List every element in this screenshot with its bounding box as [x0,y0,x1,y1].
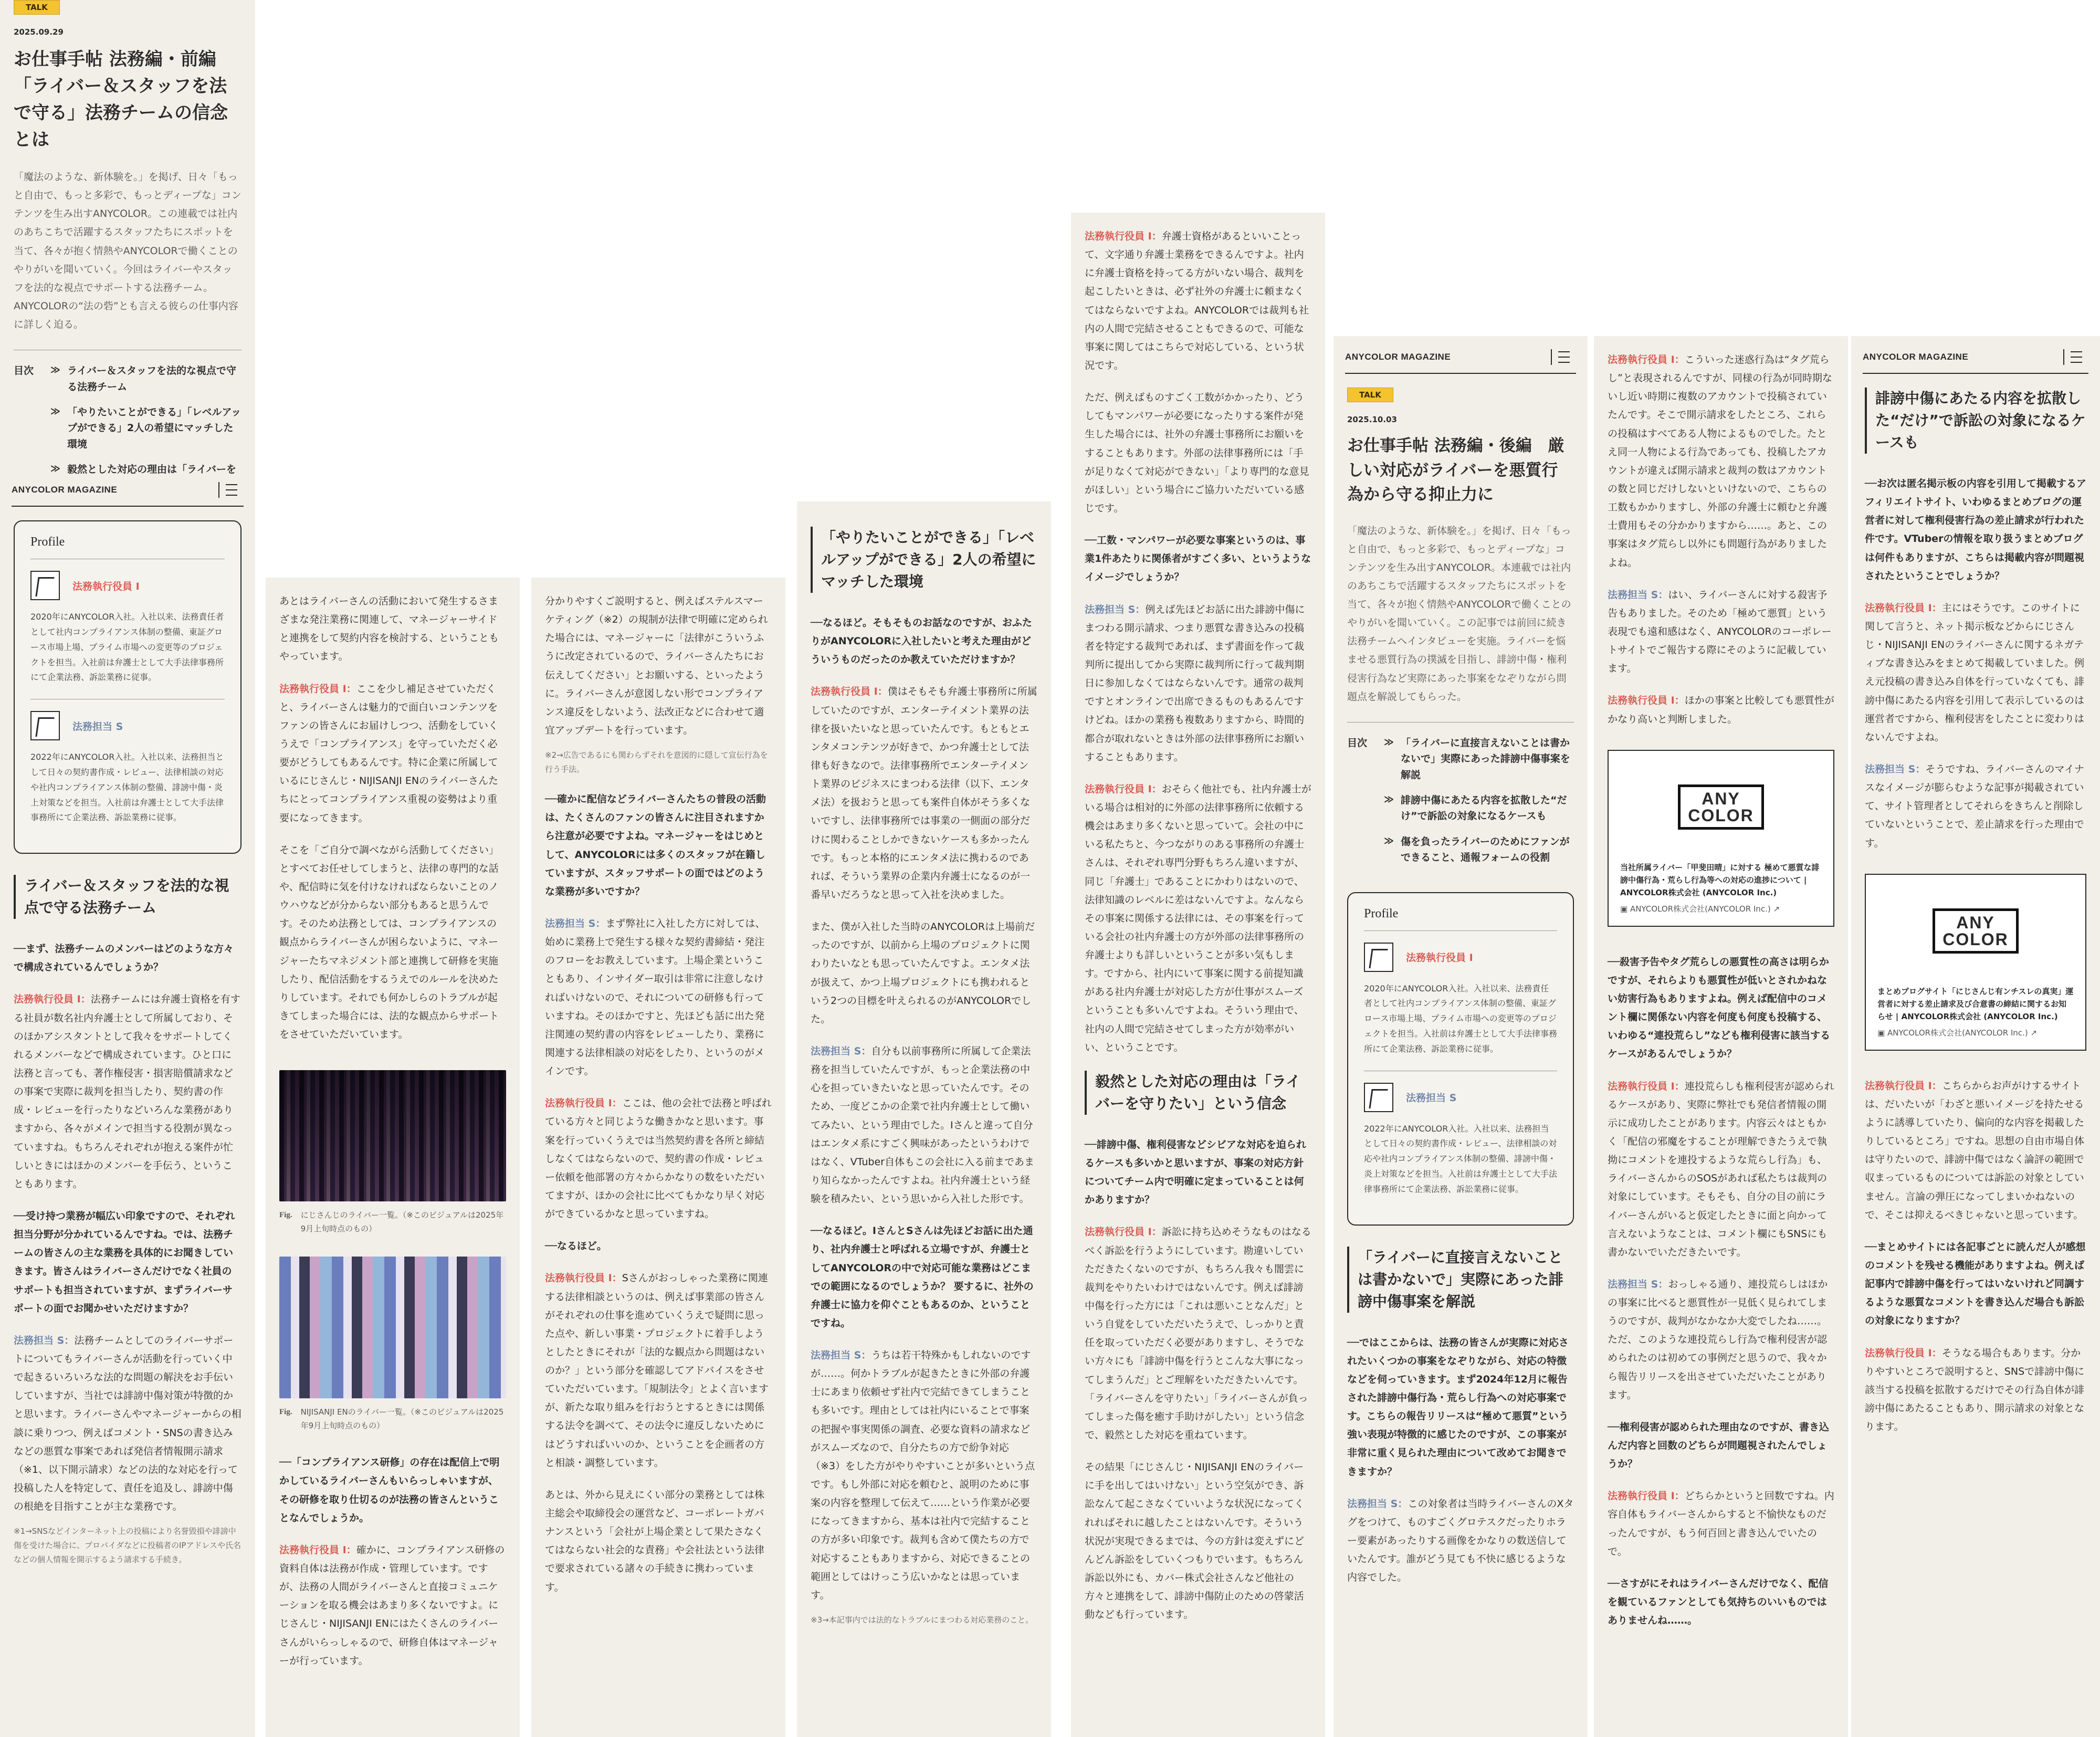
talk-tag: TALK [14,0,60,15]
liver-group-image [279,1070,506,1201]
profile-person [30,559,225,685]
avatar-icon [1364,1083,1393,1112]
interview-question: ──なるほど。そもそものお話なのですが、おふたりがANYCOLORに入社したいと考えた理由がどういうものだったのか教えていただけますか？ [811,617,1032,666]
profile-bio: 2020年にANYCOLOR入社。入社以来、法務責任者として社内コンプライアンス体制の整備、東証グロース市場上場、プライム市場への変更等のプロジェクトを担当。入社前は弁護士として大手法律事務所にて企業法務、訴訟業務に従事。 [1364,983,1558,1054]
interview-answer: 法務執行役員 I：法務チームには弁護士資格を有する社員が数名社内弁護士として所属しており、そのほかアシスタントとして我々をサポートしてくれるメンバーなどで構成されています。ひと口に法務と言っても、著作権侵害・損害賠償請求などの事案で実際に裁判を担当したり、契約書の作成・レビューを行ったりなどいろんな業務がありますから、各々がメインで担当する役割が異なっていますね。もちろんそれぞれが抱える案件が忙しいときにはほかのメンバーを手伝う、ということもあります。 [14,993,240,1190]
paragraph: また、僕が入社した当時のANYCOLORは上場前だったのですが、以前から上場のプロジェクトに関わりたいなとも思っていたんですよ。エンタメ法が扱えて、かつ上場プロジェクトにも携われるという2つの目標を叶えられるのがANYCOLORでした。 [811,921,1035,1025]
section-heading: ライバー＆スタッフを法的な視点で守る法務チーム [14,875,242,919]
toc-item[interactable]: ≫ 誹謗中傷にあたる内容を拡散した“だけ”で訴訟の対象になるケースも [1384,792,1574,824]
site-header [12,474,244,507]
interview-question: ──殺害予告やタグ荒らしの悪質性の高さは明らかですが、それらよりも悪質性が低いとされかねない妨害行為もありますよね。例えば配信中のコメント欄に関係ない内容を何度も何度も投稿する、いわゆる“連投荒らし”なども権利侵害に該当するケースがあるんでしょうか？ [1608,956,1830,1060]
column-4 [797,501,1051,1737]
interview-answer: 法務執行役員 I：僕はそもそも弁護士事務所に所属していたのですが、エンターテイメント業界の法律を扱いたいなと思っていたんです。もともとエンタメコンテンツが好きで、かつ弁護士として法律も好きなので。法律事務所でエンターテイメント業界のビジネスにまつわる法律（以下、エンタメ法）を扱おうと思っても案件自体がそう多くないですし、法律事務所では事業の一側面の部分だけに関わることしかできないケースも多かったんです。もっと本格的にエンタメ法に携わるのであれば、そういう業界の企業内弁護士になるのが一番早いだろうなと思って入社を決めました。 [811,686,1037,901]
profile-title: Profile [30,535,65,549]
interview-question: ──権利侵害が認められた理由なのですが、書き込んだ内容と回数のどちらが問題視されたんでしょうか？ [1608,1421,1829,1470]
table-of-contents [1347,722,1574,866]
toc-item[interactable]: ≫ ライバー＆スタッフを法的な視点で守る法務チーム [50,363,242,395]
figure-label: Fig. [279,1408,292,1417]
interview-question: ──誹謗中傷、権利侵害などシビアな対応を迫られるケースも多いかと思いますが、事案の対応方針についてチーム内で明確に定まっていることは何かありますか？ [1085,1138,1306,1206]
chevron-down-icon: ≫ [1384,794,1394,805]
interview-answer: 法務執行役員 I：訴訟に持ち込めそうなものはなるべく訴訟を行うようにしています。勘違いしていただきたくないのですが、もちろん我々も闇雲に裁判をやりたいわけではないんです。例えば誹謗中傷を行った方には「これは悪いことなんだ」という自覚をしていただいたうえで、しっかりと責任を取っていただく必要がありますし、そうでない方々にも「誹謗中傷を行うとこんな大事になってしまうんだ」とご理解をいただきたいんです。「ライバーさんを守りたい」「ライバーさんが負ってしまった傷を癒す手助けがしたい」という信念で、毅然とした対応を重ねています。 [1085,1226,1311,1441]
paragraph: あとは、外から見えにくい部分の業務としては株主総会や取締役会の運営など、コーポレートガバナンスという「会社が上場企業として果たさなくてはならない社会的な責務」や会社法という法律で要求されている諸々の手続きに携わっています。 [545,1489,765,1593]
footnote: ※2→広告であるにも関わらずそれを意図的に隠して宣伝行為を行う手法。 [545,750,768,775]
chevron-down-icon: ≫ [50,463,60,475]
footnote: ※3→本記事内では法的なトラブルにまつわる対応業務のこと。 [811,1615,1034,1625]
figure-caption: にじさんじのライバー一覧。（※このビジュアルは2025年9月上旬時点のもの） [300,1210,504,1233]
interview-answer: 法務執行役員 I：確かに、コンプライアンス研修の資料自体は法務が作成・管理しています。ですが、法務の人間がライバーさんと直接コミュニケーションを取る機会はあまり多くないですよ。にじさんじ・NIJISANJI ENにはたくさんのライバーさんがいらっしゃるので、研修自体はマネージャーが行っています。 [279,1544,505,1667]
interview-question: ──まず、法務チームのメンバーはどのような方々で構成されているんでしょうか？ [14,943,234,974]
interview-answer: 法務担当 S：まず弊社に入社した方に対しては、始めに業務上で発生する様々な契約書締結・発注のフローをお教えしています。上場企業ということもあり、インサイダー取引は非常に注意しなければいけないので、それについての研修も行っていますね。そのほかですと、先ほども話に出た発注関連の契約書の内容をレビューしたり、業務に関連する法律相談の対応をしたり、というのがメインです。 [545,917,765,1077]
interview-question: ──お次は匿名掲示板の内容を引用して掲載するアフィリエイトサイト、いわゆるまとめブログの運営者に対して権利侵害行為の差止請求が行われた件です。VTuberの情報を取り扱うまとめブログは何件もありますが、こちらは掲載内容が問題視されたということでしょうか？ [1865,478,2086,582]
menu-icon[interactable] [1551,349,1576,365]
chevron-down-icon: ≫ [1384,835,1394,846]
paragraph: 分かりやすくご説明すると、例えばステルスマーケティング（※2）の規制が法律で明確に定められた場合には、マネージャーに「法律がこういうふうに改定されているので、ライバーさんたちにお伝えしてください」とお願いする、といったように。ライバーさんが意図しない形でコンプライアンス違反をしないよう、法改正などに合わせて適宜アップデートを行っています。 [545,595,768,736]
interview-answer: 法務執行役員 I：ここを少し補足させていただくと、ライバーさんは魅力的で面白いコンテンツをファンの皆さんにお届けしつつ、活動をしていくうえで「コンプライアンス」を守っていただく必要がどうしてもあるんです。特に企業に所属しているにじさんじ・NIJISANJI ENのライバーさんたちにとってコンプライアンス重視の姿勢はより重要になってきます。 [279,683,499,824]
interview-answer: 法務担当 S：そうですね、ライバーさんのマイナスなイメージが膨らむような記事が掲載されていて、サイト管理者としてそれらをきちんと削除していないということで、差止請求を行った理由です。 [1865,763,2084,849]
site-header [1345,341,1576,374]
article-title: お仕事手帖 法務編・前編 「ライバー＆スタッフを法で守る」法務チームの信念とは [14,49,228,150]
profile-bio: 2022年にANYCOLOR入社。入社以来、法務担当として日々の契約書作成・レビュー、法律相談の対応や社内コンプライアンス体制の整備、誹謗中傷・炎上対策などを担当。入社前は弁護士として大手法律事務所にて企業法務、訴訟業務に従事。 [1364,1123,1558,1194]
interview-question: ──なるほど。 [545,1240,607,1252]
avatar-icon [30,571,60,600]
avatar-icon [30,711,60,740]
interview-answer: 法務執行役員 I：連投荒らしも権利侵害が認められるケースがあり、実際に弊社でも発信者情報の開示に成功したことがあります。内容云々はともかく「配信の邪魔をすることが理解できたうえで執拗にコメントを連投するような荒らし行為」も、ライバーさんからのSOSがあれば私たちは裁判の対象にしています。そもそも、自分の目の前にライバーさんがいると仮定したときに面と向かって言えないようなことは、コメント欄にもSNSにも書かないでいただきたいです。 [1608,1080,1834,1258]
chevron-down-icon: ≫ [50,364,60,376]
interview-answer: 法務担当 S：はい、ライバーさんに対する殺害予告もありました。そのため「極めて悪質」という表現でも遠和感はなく、ANYCOLORのコーポレートサイトでご報告する際にそのように記載しています。 [1608,589,1832,675]
interview-answer: 法務執行役員 I：どちらかというと回数ですね。内容自体もライバーさんからすると不愉快なものだったんですが、もう何百回と書き込んでいたので。 [1608,1490,1834,1557]
toc-item[interactable]: ≫ 「ライバーに直接言えないことは書かないで」実際にあった誹謗中傷事案を解説 [1384,735,1574,783]
chevron-down-icon: ≫ [1384,736,1394,748]
paragraph: あとはライバーさんの活動において発生するさまざまな発注業務に関連して、マネージャーサイドと連携をして契約内容を検討する、ということもやっています。 [279,595,499,663]
profile-person [1364,930,1557,1057]
toc-item[interactable]: ≫ 傷を負ったライバーのためにファンができること、通報フォームの役割 [1384,834,1574,866]
section-heading: 「やりたいことができる」「レベルアップができる」2人の希望にマッチした環境 [811,527,1037,593]
column-2 [266,578,520,1737]
paragraph: そこを「ご自分で調べながら活動してください」とすべてお任せしてしまうと、法律の専門的な話や、配信時に気を付けなければならないことのノウハウなどが分からない部分もあると思うんです。そのため法務としては、コンプライアンスの観点からライバーさんが困らないように、マネージャーたちマネジメント部と連携して研修を実施したり、配信活動をするうえでのルールを決めたりしています。それでも何かしらのトラブルが起きてしまった場合には、法的な観点からサポートをさせていただいています。 [279,844,499,1041]
menu-icon[interactable] [218,482,244,498]
figure-caption: NIJISANJI ENのライバー一覧。（※このビジュアルは2025年9月上旬時点のもの） [300,1407,504,1430]
link-card-title: まとめブログサイト「にじさんじ有ンチスレの真実」運営者に対する差止請求及び合意書の締結に関するお知らせ | ANYCOLOR株式会社 (ANYCOLOR Inc.) [1877,986,2074,1021]
interview-question: ──なるほど。IさんとSさんは先ほどお話に出た通り、社内弁護士と呼ばれる立場ですが、弁護士としてANYCOLORの中で対応可能な業務はどこまでの範囲になるのでしょうか？ 要するに、社外の弁護士に協力を仰ぐこともあるのか、ということですね。 [811,1225,1034,1329]
article-date: 2025.10.03 [1347,415,1397,424]
interview-answer: 法務執行役員 I：こちらからお声がけするサイトは、だいたいが「わざと悪いイメージを持たせるように誘導していたり、偏向的な内容を掲載したりしているところ」ですね。思想の自由市場自体は守りたいので、誹謗中傷ではなく論評の範囲で収まっているものについては訴訟の対象としていません。言論の弾圧になってしまいかねないので、そこは抑えるべきじゃないと思っています。 [1865,1080,2085,1221]
interview-question: ──「コンプライアンス研修」の存在は配信上で明かしているライバーさんもいらっしゃいますが、その研修を取り仕切るのが法務の皆さんということなんでしょうか。 [279,1457,500,1524]
column-7 [1594,336,1848,1737]
table-of-contents [14,350,242,474]
column-8 [1851,336,2100,1737]
interview-answer: 法務執行役員 I：弁護士資格があるといいことって、文字通り弁護士業務をできるんですよ。社内に弁護士資格を持ってる方がいない場合、裁判を起こしたいときは、必ず社外の弁護士に頼まなくてはならないですよね。ANYCOLORでは裁判も社内の人間で完結させることもできるので、可能な事案に関してはこちらで対応している、という状況です。 [1085,231,1309,371]
interview-answer: 法務執行役員 I：そうなる場合もあります。分かりやすいところで説明すると、SNSで誹謗中傷に該当する投稿を拡散するだけでその行為自体が誹謗中傷にあたることもあり、開示請求の対象となります。 [1865,1347,2085,1433]
profile-bio: 2022年にANYCOLOR入社。入社以来、法務担当として日々の契約書作成・レビュー、法律相談の対応や社内コンプライアンス体制の整備、誹謗中傷・炎上対策などを担当。入社前は弁護士として大手法律事務所にて企業法務、訴訟業務に従事。 [30,752,224,823]
profile-bio: 2020年にANYCOLOR入社。入社以来、法務責任者として社内コンプライアンス体制の整備、東証グロース市場上場、プライム市場への変更等のプロジェクトを担当。入社前は弁護士として大手法律事務所にて企業法務、訴訟業務に従事。 [30,612,224,683]
link-card[interactable] [1865,874,2086,1051]
column-3 [531,578,785,1737]
favicon-icon: ▣ [1620,904,1630,914]
article-lead: 「魔法のような、新体験を。」を掲げ、日々「もっと自由で、もっと多彩で、もっとディープな」コンテンツを生み出すANYCOLOR。この連載では社内のあちこちで活躍するスタッフたちにスポットを当て、各々が抱く情熱やANYCOLORで働くことのやりがいを聞いていく。今回はライバーやスタッフを法的な視点でサポートする法務チーム。ANYCOLORの“法の砦”とも言える彼らの仕事内容に詳しく迫る。 [14,171,242,331]
external-link-icon: ↗ [1770,904,1780,914]
figure [279,1257,506,1432]
favicon-icon: ▣ [1877,1028,1887,1038]
column-6 [1334,336,1588,1737]
interview-answer: 法務担当 S：例えば先ほどお話に出た誹謗中傷にまつわる開示請求、つまり悪質な書き込みの投稿者を特定する裁判であれば、まず書面を作って裁判所に提出してから実際に裁判所に行って裁判期日に参加しなくてはならないんです。通常の裁判ですとオンラインで出席できるものもあるんですけどね。ほかの業務も複数ありますから、時間的都合が取れないときは外部の法律事務所にお願いすることもあります。 [1085,603,1305,763]
toc-label: 目次 [1347,737,1368,749]
profile-box [14,520,242,854]
interview-answer: 法務担当 S：法務チームとしてのライバーサポートについてもライバーさんが活動を行っていく中で起きるいろいろな法的な問題の解決をお手伝いしていますが、当社では誹謗中傷対策が特徴的かと思います。ライバーさんやマネージャーからの相談に乗りつつ、例えばコメント・SNSの書き込みなどの悪質な事案であれば発信者情報開示請求（※1、以下開示請求）などの法的な対応を行って投稿した人を特定して、責任を追及し、誹謗中傷の根絶を目指すことが主な業務です。 [14,1334,242,1513]
talk-tag: TALK [1347,388,1393,402]
profile-name: 法務担当 S [1406,1092,1457,1104]
interview-answer: 法務執行役員 I：こういった迷惑行為は“タグ荒らし”と表現されるんですが、同様の行為が同時期ないし近い時期に複数のアカウントで投稿されていたんです。そこで開示請求をしたところ、これらの投稿はすべてある人物によるものでした。たとえ同一人物による行為であっても、投稿したアカウントが違えば開示請求と裁判の数はアカウントの数と同じだけしないといけないので、こちらの工数もかかりますし、外部の弁護士に頼むと弁護士費用もその分かかりますから……。あと、この事案はタグ荒らし以外にも問題行為がありましたよね。 [1608,354,1832,569]
profile-name: 法務執行役員 I [72,580,140,592]
interview-answer: 法務担当 S：おっしゃる通り、連投荒らしはほかの事案に比べると悪質性が一見低く見られてしまうのですが、裁判がなかなか大変でしたね……。ただ、このような連投荒らし行為で権利侵害が認められたのは初めての事例だと思うので、我々から報告リリースを出させていただいたことがあります。 [1608,1278,1828,1401]
interview-answer: 法務執行役員 I：主にはそうです。このサイトに関して言うと、ネット掲示板などからにじさんじ・NIJISANJI ENのライバーさんに関するネガティブな書き込みをまとめて掲載していました。例え元投稿の書き込み自体を行っていなくても、誹謗中傷にあたる内容を引用して表示しているのは運営者ですから、権利侵害をしたことに変わりはないんですよね。 [1865,602,2085,743]
interview-answer: 法務執行役員 I：ほかの事案と比較しても悪質性がかなり高いと判断しました。 [1608,695,1834,725]
paragraph: その結果「にじさんじ・NIJISANJI ENのライバーに手を出してはいけない」という空気ができ、訴訟なんて起こさなくていいような状況になってくれればそれに越したことはないんです。そういう状況が実現できるまでは、今の方針は変えずにどんどん訴訟をしていくつもりでいます。もちろん訴訟以外にも、カバー株式会社さんなど他社の方々と連携をして、誹謗中傷防止のための啓蒙活動なども行っています。 [1085,1461,1305,1621]
column-1 [0,0,255,1737]
site-logo[interactable]: ANYCOLOR MAGAZINE [1863,352,1969,362]
interview-answer: 法務担当 S：自分も以前事務所に所属して企業法務を担当していたんですが、もっと企業法務の中心を担っていきたいなと思っていたんです。そのため、一度どこかの企業で社内弁護士として働いてみたい、という理由でした。Iさんと違って自分はエンタメ系にすごく興味があったというわけではなく、VTuber自体もこの会社に入る前まであまり知らなかったんですよね。社内弁護士という経験を積みたい、という思いから入社した形です。 [811,1045,1034,1205]
toc-label: 目次 [14,365,34,377]
site-logo[interactable]: ANYCOLOR MAGAZINE [12,485,118,495]
site-logo[interactable]: ANYCOLOR MAGAZINE [1345,352,1451,362]
interview-question: ──受け持つ業務が幅広い印象ですので、それぞれ担当分野が分かれているんですね。では、法務チームの皆さんの主な業務を具体的にお聞きしていきます。皆さんはライバーさんだけでなく社員のサポートも担当されていますが、まずライバーサポートの面でお聞かせいただけますか？ [14,1210,235,1314]
section-heading: 「ライバーに直接言えないことは書かないで」実際にあった誹謗中傷事案を解説 [1347,1247,1574,1313]
interview-answer: 法務執行役員 I：Sさんがおっしゃった業務に関連する法律相談というのは、例えば事業部の皆さんがそれぞれの仕事を進めていくうえで疑問に思った点や、新しい事業・プロジェクトに着手しようとしたときにそれが「法的な観点から問題はないのか？」という部分を確認してアドバイスをさせていただいています。「規制法令」とよく言いますが、新たな取り組みを行おうとするときには関係する法令を調べて、その法令に違反しないためにはどうすればいいのか、ということを企画者の方と相談・調整しています。 [545,1272,769,1469]
link-card-source: ▣ ANYCOLOR株式会社(ANYCOLOR Inc.) ↗ [1620,904,1780,914]
profile-name: 法務執行役員 I [1406,952,1473,964]
interview-answer: 法務担当 S：うちは若干特殊かもしれないのですが……。何かトラブルが起きたときに外部の弁護士にあまり依頼せず社内で完結できてしまうことも多いです。理由としては社内にいることで事案の把握や事実関係の調査、必要な資料の請求などがスムーズなので、自分たちの方で紛争対応（※3）をした方がやりやすいことが多いという点です。もし外部に対応を頼むと、説明のために事案の内容を整理して伝えて……という作業が必要になってきますから、基本は社内で完結することの方が多い印象です。裁判も含めて僕たちの方で対応することもありますから、対応できることの範囲としてはけっこう広いかなとは思っています。 [811,1349,1035,1601]
profile-person [1364,1071,1557,1197]
article-title: お仕事手帖 法務編・後編 厳しい対応がライバーを悪質行為から守る抑止力に [1347,436,1564,504]
link-card[interactable] [1608,750,1834,927]
profile-name: 法務担当 S [72,720,123,733]
link-card-source: ▣ ANYCOLOR株式会社(ANYCOLOR Inc.) ↗ [1877,1028,2038,1038]
external-link-icon: ↗ [2028,1028,2038,1038]
figure-label: Fig. [279,1211,292,1220]
figure [279,1070,506,1236]
interview-question: ──まとめサイトには各記事ごとに読んだ人が感想のコメントを残せる機能がありますよね。例えば記事内で誹謗中傷を行ってはいないけれど同調するような悪質なコメントを書き込んだ場合も訴訟の対象になりますか？ [1865,1241,2086,1327]
liver-group-image [279,1257,506,1398]
interview-question: ──ではここからは、法務の皆さんが実際に対応されたいくつかの事案をなぞりながら、対応の特徴などを伺っていきます。まず2024年12月に報告された誹謗中傷行為・荒らし行為への対応事案です。こちらの報告リリースは“極めて悪質”という強い表現が特徴的に感じたのですが、この事案が非常に重く見られた理由について改めてお聞きできますか？ [1347,1336,1569,1478]
paragraph: ただ、例えばものすごく工数がかかったり、どうしてもマンパワーが必要になったりする案件が発生した場合には、社外の弁護士事務所にお願いをすることもあります。外部の法律事務所には「手が足りなくて対応ができない」「より専門的な意見がほしい」という場合にご協力いただいている感じです。 [1085,392,1309,514]
interview-answer: 法務執行役員 I：ここは、他の会社で法務と呼ばれている方々と同じような働きかなと思います。事案を行っていくうえでは当然契約書を各所と締結しなくてはならないので、契約書の作成・レビュー依頼を他部署の方々からかなりの数をいただいてますが、ほかの会社に比べてもかなり早く対応ができているかなと思っていますね。 [545,1097,772,1220]
chevron-down-icon: ≫ [50,406,60,417]
anycolor-logo: ANY COLOR [1897,892,2054,970]
article-date: 2025.09.29 [14,27,64,37]
interview-question: ──確かに配信などライバーさんたちの普段の活動は、たくさんのファンの皆さんに注目されますから注意が必要ですよね。マネージャーをはじめとして、ANYCOLORには多くのスタッフが在籍していますが、スタッフサポートの面ではどのような業務が多いですか？ [545,793,766,897]
column-5 [1071,213,1325,1737]
article-lead: 「魔法のような、新体験を。」を掲げ、日々「もっと自由で、もっと多彩で、もっとディープな」コンテンツを生み出すANYCOLOR。本連載では社内のあちこちで活躍するスタッフたちにスポットを当て、各々が抱く情熱やANYCOLORで働くことのやりがいを聞いていく。この記事では前回に続き法務チームへインタビューを実施。ライバーを悩ませる悪質行為の撲滅を目指し、誹謗中傷・権利侵害行為など実際にあった事案をなぞりながら問題点を解説してもらった。 [1347,525,1571,703]
menu-icon[interactable] [2063,349,2088,365]
profile-box [1347,892,1574,1226]
toc-item[interactable]: ≫ 「やりたいことができる」「レベルアップができる」2人の希望にマッチした環境 [50,404,242,452]
section-heading: 誹謗中傷にあたる内容を拡散した“だけ”で訴訟の対象になるケースも [1865,388,2086,454]
site-header [1863,341,2088,374]
interview-answer: 法務担当 S：この対象者は当時ライバーさんのXタグをつけて、ものすごくグロテスクだったりホラー要素があったりする画像をかなりの数送信していたんです。誰がどう見ても不快に感じるような内容でした。 [1347,1498,1574,1584]
avatar-icon [1364,943,1393,972]
anycolor-logo: ANY COLOR [1642,768,1800,846]
interview-question: ──さすがにそれはライバーさんだけでなく、配信を観ているファンとしても気持ちのいいものではありませんね……。 [1608,1577,1829,1627]
profile-title: Profile [1364,906,1399,920]
link-card-title: 当社所属ライバー「甲斐田晴」に対する 極めて悪質な誹謗中傷行為・荒らし行為等への対応の進捗について | ANYCOLOR株式会社 (ANYCOLOR Inc.) [1620,862,1820,897]
footnote: ※1→SNSなどインターネット上の投稿により名誉毀損や誹謗中傷を受けた場合に、プロバイダなどに投稿者のIPアドレスや氏名などの個人情報を開示するよう請求する手続き。 [14,1526,242,1565]
interview-question: ──工数・マンパワーが必要な事案というのは、事業1件あたりに関係者がすごく多い、というようなイメージでしょうか？ [1085,535,1311,583]
interview-answer: 法務執行役員 I：おそらく他社でも、社内弁護士がいる場合は相対的に外部の法律事務所に依頼する機会はあまり多くないと思っていて。会社の中にいる私たちと、今つながりのある事務所の弁護士さんは、それぞれ専門分野もちろん違いますが、同じ「弁護士」であることにかわりはないので、法律知識のレベルに差はないんですよ。なんならその事案に関係する法律には、その事案を行っている会社の社内弁護士の方が外部の法律事務所の弁護士よりも詳しいということが多い気もします。ですから、社内にいて事案に関する前提知識がある社内弁護士が対応した方が仕事がスムーズということも多いんですよね。そういう理由で、社内の人間で完結させてしまった方が効率がいい、ということです。 [1085,783,1311,1053]
toc-item[interactable]: ≫ 毅然とした対応の理由は「ライバーを [50,462,242,474]
profile-person [30,699,225,825]
section-heading: 毅然とした対応の理由は「ライバーを守りたい」という信念 [1085,1071,1311,1115]
